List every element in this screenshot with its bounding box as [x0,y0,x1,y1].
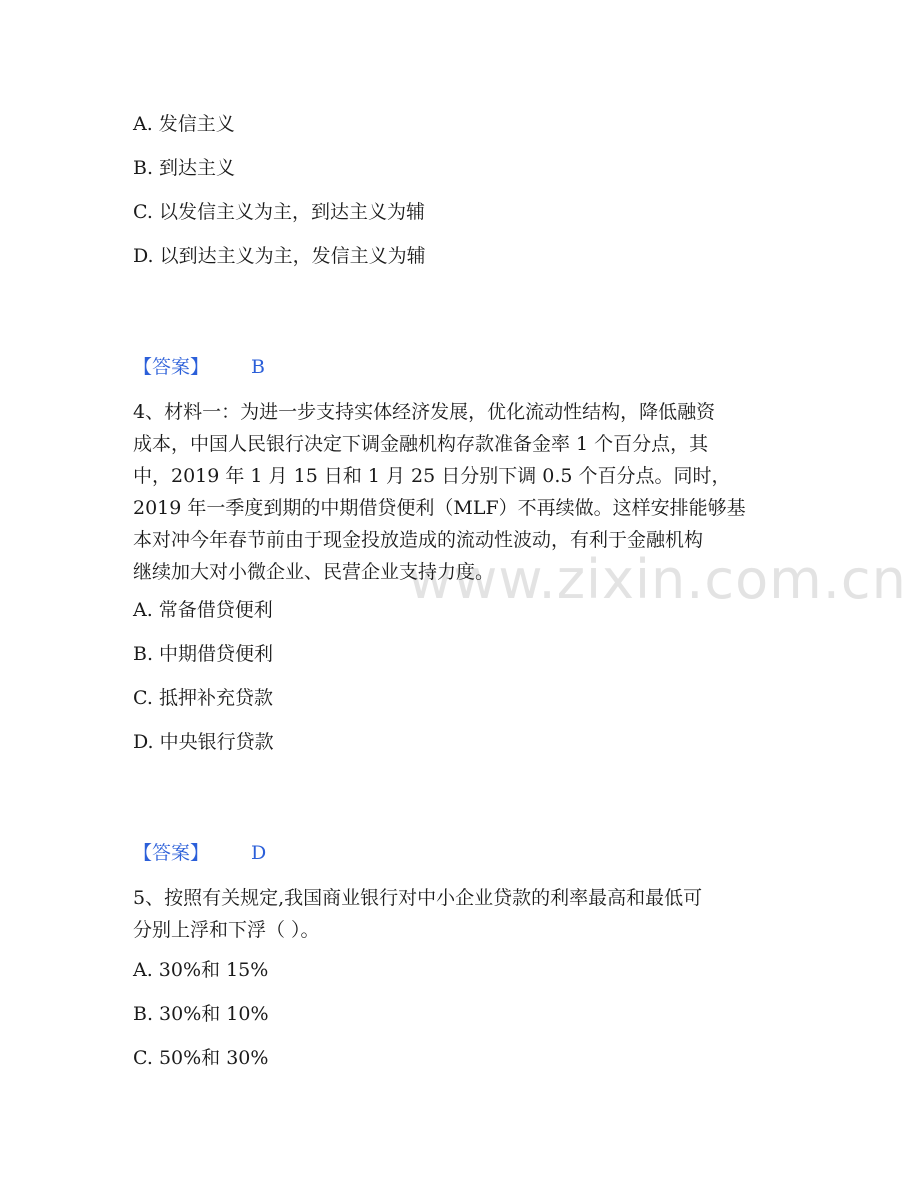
q5-text-line: 分别上浮和下浮（ ）。 [133,919,320,941]
q4-answer-label: 【答案】 [133,842,210,864]
q4-answer [133,842,267,864]
q5-question-text [133,882,783,946]
q4-text-line: 2019 年一季度到期的中期借贷便利（MLF）不再续做。这样安排能够基 [133,497,746,519]
q4-text-line: 4、材料一：为进一步支持实体经济发展，优化流动性结构，降低融资 [133,401,716,423]
q4-text-line: 本对冲今年春节前由于现金投放造成的流动性波动，有利于金融机构 [133,529,704,551]
q4-question-text [133,396,783,588]
q3-answer [133,356,265,378]
q5-option-a: A. 30%和 15% [133,959,269,981]
q4-text-line: 中，2019 年 1 月 15 日和 1 月 25 日分别下调 0.5 个百分点。同时， [133,465,731,487]
q5-option-b: B. 30%和 10% [133,1003,269,1025]
q5-text-line: 5、按照有关规定,我国商业银行对中小企业贷款的利率最高和最低可 [133,887,703,909]
q3-option-d: D. 以到达主义为主，发信主义为辅 [133,245,426,267]
q4-text-line: 成本，中国人民银行决定下调金融机构存款准备金率 1 个百分点，其 [133,433,709,455]
q4-option-d: D. 中央银行贷款 [133,731,274,753]
q4-option-a: A. 常备借贷便利 [133,599,273,621]
q4-option-b: B. 中期借贷便利 [133,643,274,665]
q3-option-c: C. 以发信主义为主，到达主义为辅 [133,201,425,223]
q4-text-line: 继续加大对小微企业、民营企业支持力度。 [133,561,495,583]
q3-option-a: A. 发信主义 [133,113,235,135]
q3-answer-value: B [251,356,265,378]
watermark-text: www.zixin.com.cn [408,548,907,611]
q5-option-c: C. 50%和 30% [133,1047,269,1069]
q4-answer-value: D [251,842,267,864]
q3-answer-label: 【答案】 [133,356,210,378]
q3-option-b: B. 到达主义 [133,157,236,179]
q4-option-c: C. 抵押补充贷款 [133,687,273,709]
